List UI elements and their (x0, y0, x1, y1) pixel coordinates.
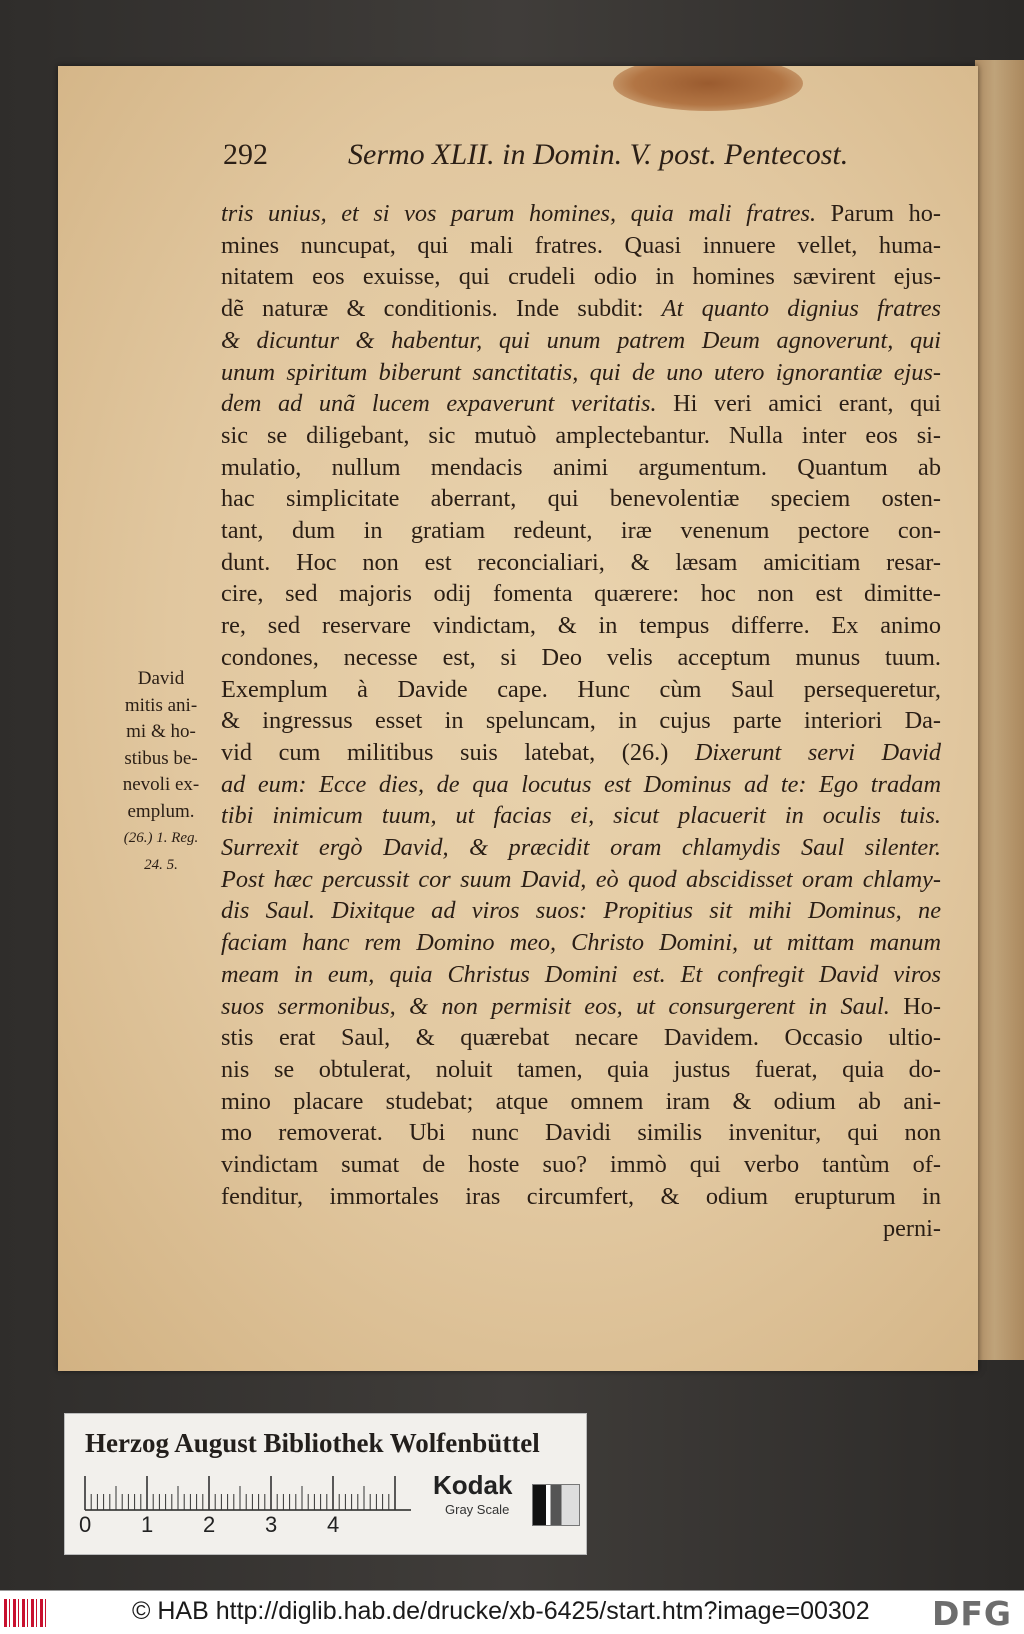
library-name: Herzog August Bibliothek Wolfenbüttel (85, 1428, 540, 1458)
text-line (221, 895, 941, 927)
adjacent-page-edge (975, 60, 1024, 1360)
running-title: Sermo XLII. in Domin. V. post. Pentecost. (348, 138, 849, 171)
roman-segment: nitatem eos exuisse, qui crudeli odio in homines sævirent ejus- (221, 263, 941, 291)
barcode-icon (4, 1599, 48, 1627)
roman-segment: Parum ho- (816, 200, 941, 227)
italic-segment: Surrexit ergò David, & præcidit oram chlamydis Saul silenter. (221, 834, 941, 862)
text-line (221, 959, 941, 991)
page-header (223, 136, 923, 176)
roman-segment: vid cum militibus suis latebat, (26.) (221, 738, 695, 766)
margin-note-reference (106, 825, 216, 878)
gray-scale-label: Gray Scale (445, 1502, 510, 1517)
text-line (221, 674, 941, 706)
text-line (221, 927, 941, 959)
text-line (221, 705, 941, 737)
margin-note-text (106, 666, 216, 825)
text-line (221, 578, 941, 610)
roman-segment: Exemplum à Davide cape. Hunc cùm Saul persequeretur, (221, 675, 941, 703)
italic-segment: dem ad unã lucem expaverunt veritatis. (221, 390, 657, 418)
roman-segment: Hi veri amici erant, qui (656, 390, 941, 418)
roman-segment: Ho- (889, 992, 941, 1020)
roman-segment: perni- (882, 1214, 941, 1242)
roman-segment: sic se diligebant, sic mutuò amplectebantur. Nulla inter eos si- (221, 421, 941, 449)
margin-note-line: David (137, 668, 185, 689)
text-line (221, 769, 941, 801)
roman-segment: dẽ naturæ & conditionis. Inde subdit: (221, 295, 662, 323)
book-page (58, 66, 978, 1371)
italic-segment: suos sermonibus, & non permisit eos, ut consurgerent in Saul. (221, 992, 890, 1020)
text-line (221, 1022, 941, 1054)
text-line (221, 261, 941, 293)
roman-segment: dunt. Hoc non est reconcialiari, & læsam amicitiam resar- (221, 548, 941, 576)
italic-segment: tibi inimicum tuum, ut facias ei, sicut placuerit in oculis tuis. (221, 802, 941, 830)
text-line (221, 547, 941, 579)
roman-segment: fenditur, immortales iras circumfert, & odium erupturum in (221, 1182, 941, 1210)
roman-segment: mino placare studebat; atque omnem iram & odium ab ani- (221, 1087, 941, 1115)
text-line (221, 800, 941, 832)
roman-segment: vindictam sumat de hoste suo? immò qui verbo tantùm of- (221, 1151, 941, 1179)
text-line (221, 357, 941, 389)
ruler-number: 0 (79, 1512, 92, 1537)
roman-segment: nis se obtulerat, noluit tamen, quia justus fuerat, quia do- (221, 1055, 941, 1083)
source-credit: © HAB http://diglib.hab.de/drucke/xb-6425/start.htm?image=00302 (132, 1597, 870, 1625)
margin-note-line: mi & ho- (126, 721, 196, 742)
roman-segment: mo removerat. Ubi nunc Davidi similis invenitur, qui non (221, 1119, 941, 1147)
text-line (221, 420, 941, 452)
italic-segment: & dicuntur & habentur, qui unum patrem Deum agnoverunt, qui (221, 326, 941, 354)
margin-note-line: stibus be- (124, 747, 198, 769)
roman-segment: stis erat Saul, & quærebat necare Davidem. Occasio ultio- (221, 1024, 941, 1052)
text-line (221, 483, 941, 515)
kodak-logo: Kodak (433, 1470, 513, 1500)
text-line (221, 864, 941, 896)
margin-reference-line: (26.) 1. Reg. (123, 830, 199, 846)
text-line (221, 452, 941, 484)
text-line (221, 325, 941, 357)
ruler-number: 2 (203, 1512, 216, 1537)
margin-reference-line: 24. 5. (144, 856, 178, 873)
text-line (221, 388, 941, 420)
ruler-scale (83, 1476, 413, 1512)
text-line (221, 1117, 941, 1149)
italic-segment: tris unius, et si vos parum homines, quia mali fratres. (221, 200, 817, 227)
roman-segment: hac simplicitate aberrant, qui benevolentiæ speciem osten- (221, 485, 941, 513)
roman-segment: re, sed reservare vindictam, & in tempus differre. Ex animo (221, 612, 941, 640)
roman-segment: cire, sed majoris odij fomenta quærere: hoc non est dimitte- (221, 580, 941, 608)
text-line (221, 230, 941, 262)
page-number: 292 (223, 138, 268, 171)
italic-segment: dis Saul. Dixitque ad viros suos: Propitius sit mihi Dominus, ne (221, 897, 941, 925)
text-line (221, 610, 941, 642)
roman-segment: tant, dum in gratiam redeunt, iræ venenum pectore con- (221, 517, 941, 545)
text-line (221, 1149, 941, 1181)
footer-bar (0, 1590, 1024, 1634)
body-text (221, 198, 941, 1244)
text-line (221, 832, 941, 864)
ruler-number: 1 (141, 1512, 154, 1537)
text-line (221, 737, 941, 769)
italic-segment: ad eum: Ecce dies, de qua locutus est Dominus ad te: Ego tradam (221, 770, 941, 798)
margin-note (106, 666, 216, 878)
text-line (221, 515, 941, 547)
italic-segment: faciam hanc rem Domino meo, Christo Domini, ut mittam manum (221, 929, 941, 957)
text-line (221, 1213, 941, 1245)
dfg-logo: DFG (932, 1594, 1013, 1633)
ruler-number: 4 (327, 1512, 340, 1537)
paper-stain (613, 66, 803, 111)
roman-segment: mulatio, nullum mendacis animi argumentum. Quantum ab (221, 453, 941, 481)
gray-swatch (532, 1484, 580, 1526)
text-line (221, 1054, 941, 1086)
margin-note-line: emplum. (127, 800, 195, 822)
roman-segment: & ingressus esset in speluncam, in cujus parte interiori Da- (221, 707, 941, 735)
text-line (221, 198, 941, 230)
italic-segment: meam in eum, quia Christus Domini est. Et confregit David viros (221, 960, 941, 988)
color-reference-card (64, 1413, 587, 1555)
text-line (221, 642, 941, 674)
margin-note-line: mitis ani- (124, 694, 198, 716)
italic-segment: At quanto dignius fratres (661, 295, 941, 323)
text-line (221, 991, 941, 1023)
margin-note-line: nevoli ex- (122, 774, 200, 795)
ruler-numbers (79, 1512, 419, 1542)
italic-segment: Dixerunt servi David (694, 738, 942, 766)
italic-segment: Post hæc percussit cor suum David, eò quod abscidisset oram chlamy- (221, 865, 941, 893)
roman-segment: condones, necesse est, si Deo velis acceptum munus tuum. (221, 643, 941, 671)
text-line (221, 293, 941, 325)
text-line (221, 1086, 941, 1118)
text-line (221, 1181, 941, 1213)
italic-segment: unum spiritum biberunt sanctitatis, qui de uno utero ignorantiæ ejus- (221, 358, 941, 386)
roman-segment: mines nuncupat, qui mali fratres. Quasi innuere vellet, huma- (221, 231, 941, 259)
ruler-number: 3 (265, 1512, 278, 1537)
